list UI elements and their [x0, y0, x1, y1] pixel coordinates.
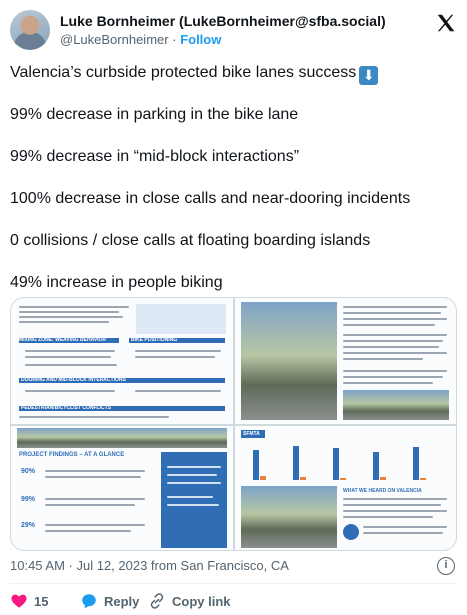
doc-stat-c: 29% — [21, 522, 36, 529]
info-icon[interactable]: i — [437, 557, 455, 575]
media-image-2[interactable] — [235, 298, 457, 424]
author-name[interactable]: Luke Bornheimer (LukeBornheimer@sfba.social) — [60, 13, 386, 29]
tweet-line-1-text: Valencia’s curbside protected bike lanes success — [10, 64, 357, 81]
tweet-line-6: 49% increase in people biking — [10, 274, 223, 291]
like-button[interactable] — [10, 592, 48, 610]
doc-bar-chart — [243, 440, 449, 480]
separator: · — [172, 32, 177, 47]
media-image-1[interactable] — [11, 298, 233, 424]
reply-button[interactable] — [80, 592, 139, 610]
author-handle[interactable]: @LukeBornheimer — [60, 32, 169, 47]
heart-icon — [10, 592, 28, 610]
like-count: 15 — [34, 594, 49, 609]
tweet-line-1 — [10, 62, 457, 84]
reply-label: Reply — [104, 594, 140, 609]
doc-heading-mixing: MIXING ZONE: WEAVING BEHAVIOR — [19, 337, 107, 343]
media-grid — [10, 297, 457, 551]
tweet-line-4: 100% decrease in close calls and near-dooring incidents — [10, 190, 411, 207]
divider — [10, 583, 457, 584]
media-image-4[interactable] — [235, 426, 457, 551]
doc-agency-logo: SFMTA — [243, 431, 260, 437]
copy-link-label: Copy link — [172, 594, 231, 609]
doc-heading-heard: WHAT WE HEARD ON VALENCIA — [343, 488, 422, 494]
tweet-timestamp[interactable]: 10:45 AM · Jul 12, 2023 from San Francisco, CA — [10, 558, 289, 573]
doc-heading-ped: PEDESTRIAN/BICYCLIST CONFLICTS — [21, 405, 112, 411]
tweet-line-5: 0 collisions / close calls at floating boarding islands — [10, 232, 371, 249]
link-icon — [148, 592, 166, 610]
doc-heading-dooring: DOORING AND MID-BLOCK INTERACTIONS — [21, 377, 126, 383]
doc-stat-b: 99% — [21, 496, 36, 503]
handle-row — [60, 32, 221, 47]
tweet-line-3: 99% decrease in “mid-block interactions” — [10, 148, 300, 165]
reply-bubble-icon — [80, 592, 98, 610]
tweet-header — [10, 10, 457, 52]
follow-button[interactable]: Follow — [180, 32, 222, 47]
doc-heading-findings: PROJECT FINDINGS – AT A GLANCE — [19, 452, 125, 458]
doc-stat-a: 90% — [21, 468, 36, 475]
x-logo-icon[interactable] — [435, 12, 457, 34]
down-arrow-emoji-icon: ⬇ — [359, 66, 378, 85]
copy-link-button[interactable] — [148, 592, 231, 610]
avatar[interactable] — [10, 10, 50, 50]
tweet-line-2: 99% decrease in parking in the bike lane — [10, 106, 299, 123]
media-image-3[interactable] — [11, 426, 233, 551]
doc-heading-bike-pos: BIKE POSITIONING — [131, 337, 178, 343]
action-bar — [10, 590, 457, 612]
tweet-text — [10, 62, 457, 314]
